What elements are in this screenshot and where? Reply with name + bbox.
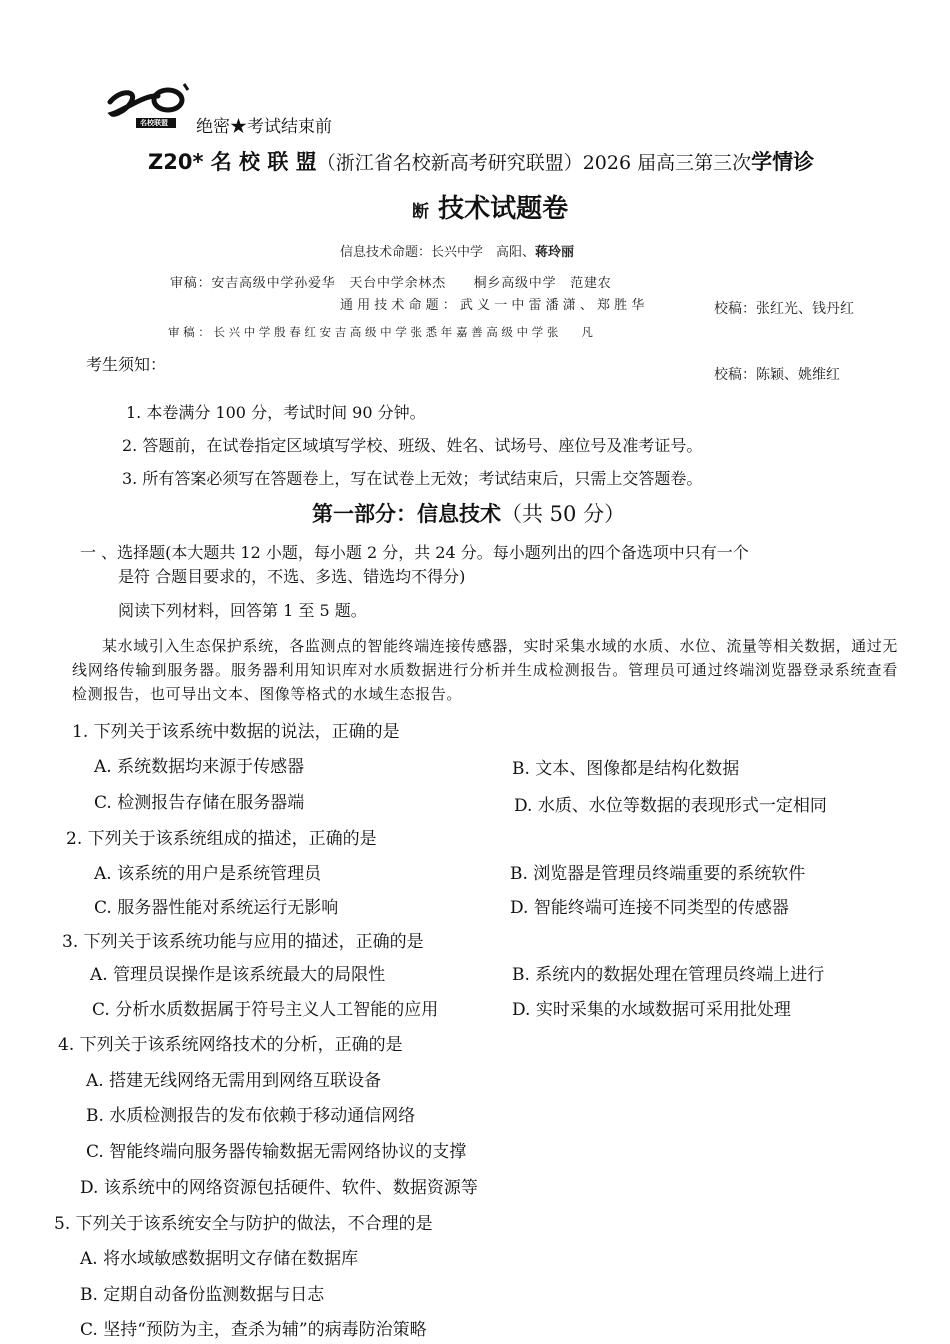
question-5-stem: 5. 下列关于该系统安全与防护的做法，不合理的是 xyxy=(54,1214,433,1234)
title-line2-main: 技术试题卷 xyxy=(438,194,569,224)
logo-text: 名校联盟 xyxy=(140,119,168,127)
part1-score: （共 50 分） xyxy=(501,502,626,526)
question-1-stem: 1. 下列关于该系统中数据的说法，正确的是 xyxy=(72,722,400,742)
question-3-option-a: A. 管理员误操作是该系统最大的局限性 xyxy=(90,965,386,985)
question-2-option-a: A. 该系统的用户是系统管理员 xyxy=(94,864,322,884)
question-1-option-b: B. 文本、图像都是结构化数据 xyxy=(512,759,740,779)
question-2-option-b: B. 浏览器是管理员终端重要的系统软件 xyxy=(510,864,806,884)
gt-proofreaders: 校稿：陈颖、姚维红 xyxy=(714,367,840,383)
question-1-option-c: C. 检测报告存储在服务器端 xyxy=(94,793,305,813)
secret-label: 绝密★考试结束前 xyxy=(196,117,332,137)
title-middle: （浙江省名校新高考研究联盟）2026 届高三第三次 xyxy=(316,152,752,174)
question-3-option-c: C. 分析水质数据属于符号主义人工智能的应用 xyxy=(92,1000,439,1020)
question-1-option-a: A. 系统数据均来源于传感器 xyxy=(94,757,305,777)
exam-title-line1 xyxy=(148,146,814,176)
question-3-stem: 3. 下列关于该系统功能与应用的描述，正确的是 xyxy=(62,932,424,952)
it-proposer xyxy=(340,241,574,260)
question-4-option-c: C. 智能终端向服务器传输数据无需网络协议的支撑 xyxy=(86,1142,467,1162)
question-5-option-a: A. 将水域敏感数据明文存储在数据库 xyxy=(80,1249,359,1269)
notice-rule-2: 2. 答题前，在试卷指定区域填写学校、班级、姓名、试场号、座位号及准考证号。 xyxy=(122,436,703,455)
it-proofreaders: 校稿：张红光、钱丹红 xyxy=(714,301,854,317)
question-4-option-d: D. 该系统中的网络资源包括硬件、软件、数据资源等 xyxy=(80,1178,478,1198)
question-2-stem: 2. 下列关于该系统组成的描述，正确的是 xyxy=(66,829,377,849)
question-2-option-d: D. 智能终端可连接不同类型的传感器 xyxy=(510,898,789,918)
notice-rule-3: 3. 所有答案必须写在答题卷上，写在试卷上无效；考试结束后，只需上交答题卷。 xyxy=(122,469,703,488)
question-5-option-c: C. 坚持“预防为主，查杀为辅”的病毒防治策略 xyxy=(80,1320,427,1340)
title-bold-end: 学情诊 xyxy=(751,150,815,174)
read-instruction: 阅读下列材料，回答第 1 至 5 题。 xyxy=(118,601,367,620)
notice-title: 考生须知： xyxy=(86,355,167,374)
reading-passage: 某水域引入生态保护系统，各监测点的智能终端连接传感器，实时采集水域的水质、水位、流量等相关数据，通过无线网络传输到服务器。服务器利用知识库对水质数据进行分析并生成检测报告。管理员可通过终端浏览器登录系统查看检测报告，也可导出文本、图像等格式的水域生态报告。 xyxy=(72,637,898,703)
exam-title-line2 xyxy=(412,188,568,225)
it-proposer-text: 信息技术命题：长兴中学 高阳、 xyxy=(340,245,536,260)
question-4-option-b: B. 水质检测报告的发布依赖于移动通信网络 xyxy=(86,1106,416,1126)
part1-title xyxy=(312,498,625,528)
notice-rule-1: 1. 本卷满分 100 分，考试时间 90 分钟。 xyxy=(126,403,426,422)
question-4-stem: 4. 下列关于该系统网络技术的分析，正确的是 xyxy=(58,1035,403,1055)
it-proposer-bold: 蒋玲丽 xyxy=(535,245,575,260)
question-2-option-c: C. 服务器性能对系统运行无影响 xyxy=(94,898,339,918)
section1-instructions-line1: 一 、选择题(本大题共 12 小题，每小题 2 分，共 24 分。每小题列出的四个备选项中只有一个 xyxy=(80,543,749,562)
it-reviewers: 审稿：安吉高级中学孙爱华 天台中学余林杰 桐乡高级中学 范建农 xyxy=(170,276,612,291)
question-1-option-d: D. 水质、水位等数据的表现形式一定相同 xyxy=(514,796,827,816)
section1-instructions-line2: 是符 合题目要求的，不选、多选、错选均不得分) xyxy=(118,567,466,586)
title-line2-char: 断 xyxy=(412,202,429,222)
question-3-option-d: D. 实时采集的水域数据可采用批处理 xyxy=(512,1000,791,1020)
title-prefix: Z20* 名 校 联 盟 xyxy=(148,150,317,174)
gt-reviewers: 审 稿 ： 长 兴 中 学 殷 春 红 安 吉 高 级 中 学 张 悉 年 嘉 善 高 级 中 学 张 凡 xyxy=(168,325,593,339)
alliance-logo xyxy=(106,80,196,132)
question-5-option-b: B. 定期自动备份监测数据与日志 xyxy=(80,1285,325,1305)
question-3-option-b: B. 系统内的数据处理在管理员终端上进行 xyxy=(512,965,825,985)
gt-proposer: 通 用 技 术 命 题 ： 武 义 一 中 雷 潘 潇 、 郑 胜 华 xyxy=(340,298,645,313)
part1-title-bold: 第一部分：信息技术 xyxy=(312,502,501,526)
question-4-option-a: A. 搭建无线网络无需用到网络互联设备 xyxy=(86,1071,382,1091)
